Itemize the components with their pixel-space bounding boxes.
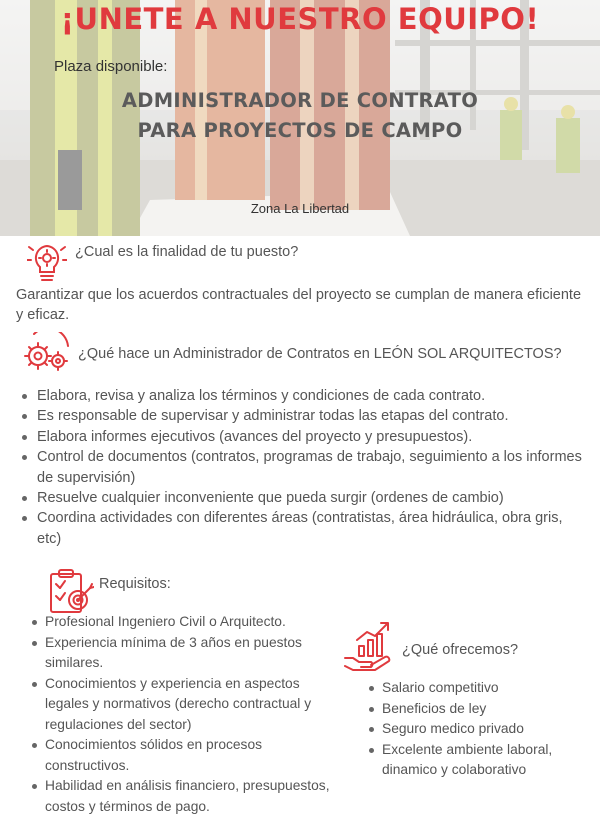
- hero-banner: [0, 0, 600, 236]
- list-item: Elabora informes ejecutivos (avances del proyecto y presupuestos).: [16, 427, 588, 447]
- plaza-label: Plaza disponible:: [54, 58, 168, 75]
- clipboard-target-icon: [48, 568, 94, 616]
- list-item: Profesional Ingeniero Civil o Arquitecto.: [28, 612, 340, 633]
- duties-question: ¿Qué hace un Administrador de Contratos en LEÓN SOL ARQUITECTOS?: [78, 346, 562, 362]
- offers-list: [365, 678, 585, 781]
- hand-growth-chart-icon: [343, 620, 395, 672]
- list-item: Coordina actividades con diferentes áreas (contratistas, área hidráulica, obra gris, etc): [16, 508, 588, 549]
- zone-label: Zona La Libertad: [250, 201, 350, 216]
- list-item: Experiencia mínima de 3 años en puestos similares.: [28, 633, 340, 674]
- purpose-answer: Garantizar que los acuerdos contractuales del proyecto se cumplan de manera eficiente y eficaz.: [16, 287, 582, 323]
- duties-list: [16, 386, 588, 549]
- list-item: Elabora, revisa y analiza los términos y condiciones de cada contrato.: [16, 386, 588, 406]
- list-item: Conocimientos sólidos en procesos constructivos.: [28, 735, 340, 776]
- purpose-question: ¿Cual es la finalidad de tu puesto?: [75, 244, 299, 260]
- job-title-line-2: PARA PROYECTOS DE CAMPO: [137, 119, 463, 142]
- list-item: Control de documentos (contratos, programas de trabajo, seguimiento a los informes de supervisión): [16, 447, 588, 488]
- list-item: Salario competitivo: [365, 678, 585, 699]
- list-item: Habilidad en análisis financiero, presupuestos, costos y términos de pago.: [28, 776, 340, 817]
- list-item: Beneficios de ley: [365, 699, 585, 720]
- list-item: Es responsable de supervisar y administrar todas las etapas del contrato.: [16, 406, 588, 426]
- requirements-list: [28, 612, 340, 817]
- job-title: [0, 86, 600, 146]
- lightbulb-gear-icon: [27, 240, 67, 286]
- offers-title: ¿Qué ofrecemos?: [402, 642, 519, 658]
- job-title-line-1: ADMINISTRADOR DE CONTRATO: [121, 89, 479, 112]
- requirements-title: Requisitos:: [99, 576, 171, 592]
- list-item: Excelente ambiente laboral, dinamico y colaborativo: [365, 740, 585, 781]
- hero-title: ¡UNETE A NUESTRO EQUIPO!: [60, 2, 540, 36]
- list-item: Resuelve cualquier inconveniente que pueda surgir (ordenes de cambio): [16, 488, 588, 508]
- list-item: Seguro medico privado: [365, 719, 585, 740]
- list-item: Conocimientos y experiencia en aspectos legales y normativos (derecho contractual y regulaciones del sector): [28, 674, 340, 736]
- gears-icon: [20, 332, 72, 374]
